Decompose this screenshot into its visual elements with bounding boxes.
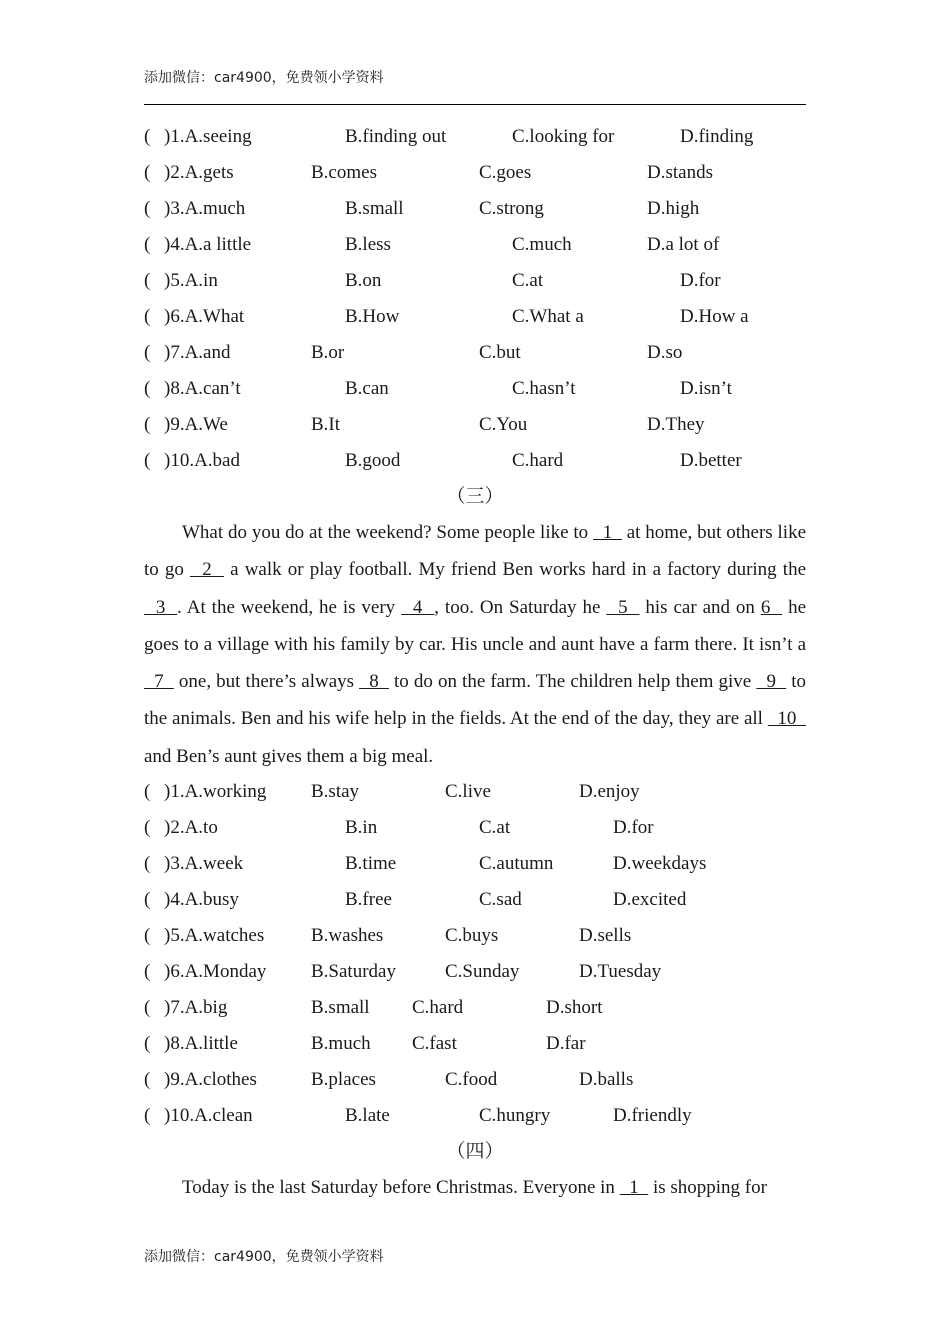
passage-text: at home, but others like to go: [144, 522, 807, 581]
option-a: )5.A.watches: [164, 925, 265, 946]
blank-2: 2: [190, 559, 225, 581]
blank-9: 9: [756, 671, 787, 693]
blank-1: 1: [593, 522, 622, 543]
option-b: B.less: [345, 234, 391, 255]
option-b: B.small: [311, 997, 370, 1018]
option-b: B.much: [311, 1033, 371, 1054]
option-b: B.can: [345, 378, 389, 399]
question-row: [144, 155, 806, 191]
blank-4: 4: [401, 596, 435, 618]
answer-paren: (: [144, 378, 151, 399]
question-row: [144, 882, 806, 918]
answer-paren: (: [144, 414, 151, 435]
option-d: D.finding: [680, 126, 754, 147]
option-b: B.small: [345, 198, 404, 219]
option-d: D.enjoy: [579, 781, 640, 802]
blank-7: 7: [144, 671, 174, 693]
blank-3: 3: [144, 596, 178, 618]
option-a: )8.A.little: [164, 1033, 238, 1054]
option-b: B.or: [311, 342, 345, 363]
question-row: [144, 774, 806, 810]
option-c: C.buys: [445, 925, 499, 946]
option-d: D.isn’t: [680, 378, 732, 399]
option-a: )10.A.clean: [164, 1105, 253, 1126]
question-row: [144, 1062, 806, 1098]
option-d: D.so: [647, 342, 683, 363]
option-b: B.comes: [311, 162, 377, 183]
question-row: [144, 407, 806, 443]
question-row: [144, 119, 806, 155]
option-c: C.but: [479, 342, 521, 363]
option-d: D.for: [680, 270, 721, 291]
answer-paren: (: [144, 126, 151, 147]
blank-1: 1: [619, 1177, 649, 1198]
answer-paren: (: [144, 997, 151, 1018]
passage-text: is shopping for: [648, 1177, 767, 1198]
option-a: )2.A.to: [164, 817, 218, 838]
passage-text: to the animals. Ben and his wife help in the fields. At the end of the day, they are all: [144, 671, 807, 730]
passage-text: his car and on: [639, 596, 761, 618]
question-row: [144, 1026, 806, 1062]
answer-paren: (: [144, 450, 151, 471]
option-d: D.How a: [680, 306, 749, 327]
section4-passage: [144, 1169, 806, 1206]
question-row: [144, 443, 806, 479]
option-b: B.on: [345, 270, 382, 291]
option-d: D.They: [647, 414, 705, 435]
passage-text: a walk or play football. My friend Ben works hard in a factory during the: [224, 559, 807, 581]
question-row: [144, 810, 806, 846]
section2-options: [144, 119, 806, 479]
question-row: [144, 227, 806, 263]
option-a: )9.A.We: [164, 414, 228, 435]
answer-paren: (: [144, 162, 151, 183]
option-c: C.food: [445, 1069, 498, 1090]
option-c: C.at: [512, 270, 544, 291]
option-c: C.hungry: [479, 1105, 551, 1126]
option-b: B.It: [311, 414, 341, 435]
option-c: C.sad: [479, 889, 522, 910]
option-d: D.sells: [579, 925, 632, 946]
passage-text: to do on the farm. The children help them give: [388, 671, 757, 693]
option-d: D.Tuesday: [579, 961, 662, 982]
option-c: C.at: [479, 817, 511, 838]
option-d: D.far: [546, 1033, 586, 1054]
option-a: )4.A.a little: [164, 234, 252, 255]
option-a: )2.A.gets: [164, 162, 234, 183]
option-b: B.in: [345, 817, 378, 838]
question-row: [144, 335, 806, 371]
option-c: C.much: [512, 234, 572, 255]
question-row: [144, 954, 806, 990]
option-d: D.a lot of: [647, 234, 720, 255]
option-c: C.Sunday: [445, 961, 520, 982]
answer-paren: (: [144, 817, 151, 838]
option-a: )9.A.clothes: [164, 1069, 257, 1090]
option-c: C.looking for: [512, 126, 615, 147]
passage-text: , too. On Saturday he: [434, 596, 607, 618]
option-a: )8.A.can’t: [164, 378, 241, 399]
question-row: [144, 918, 806, 954]
passage-text: and Ben’s aunt gives them a big meal.: [144, 745, 434, 767]
page-footer: 添加微信：car4900，免费领小学资料: [144, 1249, 384, 1265]
option-d: D.for: [613, 817, 654, 838]
answer-paren: (: [144, 270, 151, 291]
question-row: [144, 1098, 806, 1134]
question-row: [144, 191, 806, 227]
passage-text: What do you do at the weekend? Some people like to: [182, 522, 594, 543]
option-a: )4.A.busy: [164, 889, 239, 910]
option-c: C.strong: [479, 198, 544, 219]
option-d: D.high: [647, 198, 700, 219]
option-c: C.autumn: [479, 853, 554, 874]
section3-options: [144, 774, 806, 1134]
question-row: [144, 371, 806, 407]
option-c: C.You: [479, 414, 528, 435]
option-a: )6.A.Monday: [164, 961, 267, 982]
question-row: [144, 990, 806, 1026]
option-b: B.time: [345, 853, 397, 874]
question-row: [144, 846, 806, 882]
question-row: [144, 263, 806, 299]
passage-text: one, but there’s always: [173, 671, 360, 693]
question-row: [144, 299, 806, 335]
answer-paren: (: [144, 961, 151, 982]
page-header: 添加微信：car4900，免费领小学资料: [144, 70, 384, 86]
option-a: )3.A.much: [164, 198, 246, 219]
option-c: C.hasn’t: [512, 378, 576, 399]
blank-8: 8: [359, 671, 389, 693]
section3-title: （三）: [446, 485, 504, 507]
answer-paren: (: [144, 342, 151, 363]
option-a: )1.A.seeing: [164, 126, 252, 147]
option-b: B.Saturday: [311, 961, 396, 982]
option-b: B.places: [311, 1069, 376, 1090]
option-a: )3.A.week: [164, 853, 244, 874]
option-d: D.weekdays: [613, 853, 707, 874]
blank-5: 5: [606, 596, 640, 618]
answer-paren: (: [144, 1033, 151, 1054]
header-rule: [144, 104, 806, 105]
section4-title: （四）: [446, 1140, 504, 1162]
option-c: C.hard: [512, 450, 564, 471]
answer-paren: (: [144, 234, 151, 255]
answer-paren: (: [144, 306, 151, 327]
option-b: B.washes: [311, 925, 384, 946]
option-c: C.goes: [479, 162, 532, 183]
option-a: )6.A.What: [164, 306, 245, 327]
answer-paren: (: [144, 781, 151, 802]
option-c: C.live: [445, 781, 491, 802]
option-b: B.finding out: [345, 126, 447, 147]
option-d: D.better: [680, 450, 742, 471]
option-a: )1.A.working: [164, 781, 267, 802]
answer-paren: (: [144, 1105, 151, 1126]
blank-6: 6: [760, 596, 783, 618]
section3-passage: [144, 514, 806, 775]
option-a: )5.A.in: [164, 270, 218, 291]
option-b: B.stay: [311, 781, 360, 802]
option-b: B.How: [345, 306, 400, 327]
option-c: C.fast: [412, 1033, 457, 1054]
passage-text: Today is the last Saturday before Christmas. Everyone in: [182, 1177, 620, 1198]
answer-paren: (: [144, 1069, 151, 1090]
option-d: D.short: [546, 997, 603, 1018]
option-c: C.hard: [412, 997, 464, 1018]
option-a: )7.A.big: [164, 997, 228, 1018]
passage-text: . At the weekend, he is very: [177, 596, 402, 618]
option-a: )10.A.bad: [164, 450, 240, 471]
option-b: B.free: [345, 889, 392, 910]
answer-paren: (: [144, 853, 151, 874]
option-d: D.balls: [579, 1069, 634, 1090]
option-c: C.What a: [512, 306, 584, 327]
option-b: B.late: [345, 1105, 390, 1126]
option-d: D.friendly: [613, 1105, 692, 1126]
answer-paren: (: [144, 925, 151, 946]
answer-paren: (: [144, 198, 151, 219]
option-b: B.good: [345, 450, 401, 471]
blank-10: 10: [767, 708, 806, 730]
option-d: D.excited: [613, 889, 687, 910]
option-a: )7.A.and: [164, 342, 231, 363]
passage-text: he goes to a village with his family by car. His uncle and aunt have a farm there. It isn’t a: [144, 596, 807, 655]
answer-paren: (: [144, 889, 151, 910]
option-d: D.stands: [647, 162, 713, 183]
